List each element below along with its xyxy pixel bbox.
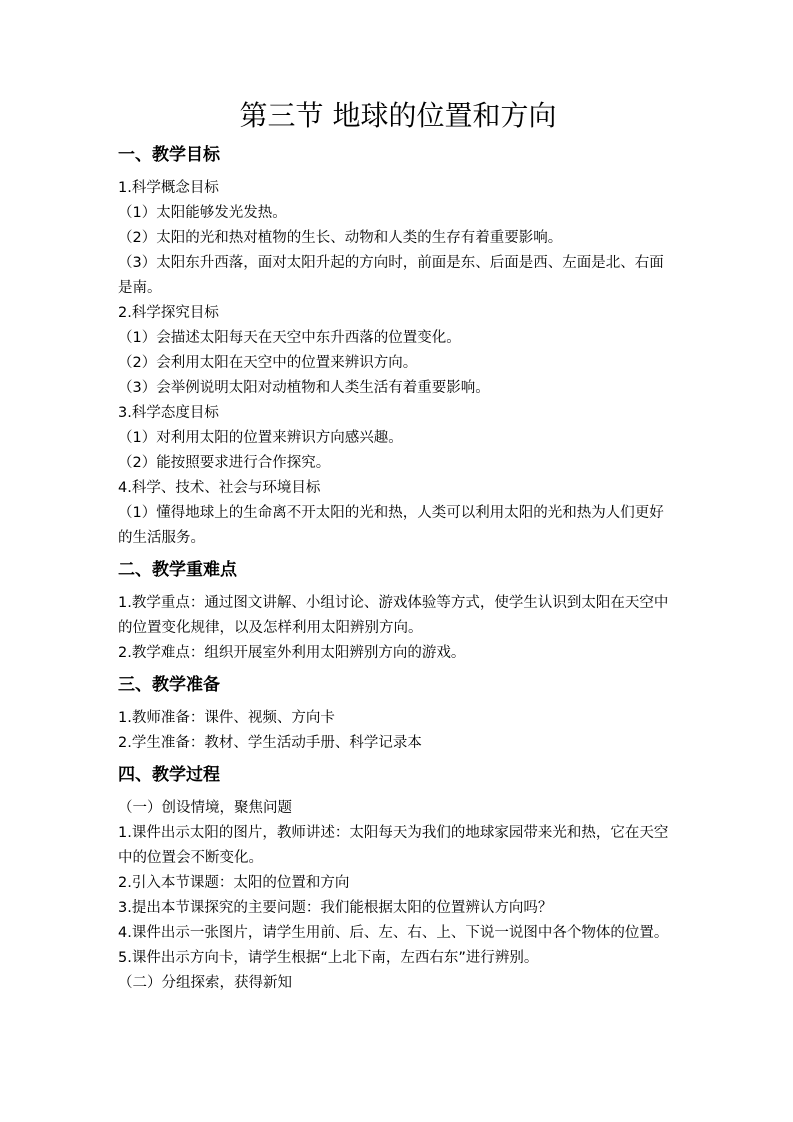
- paragraph: （2）太阳的光和热对植物的生长、动物和人类的生存有着重要影响。: [118, 230, 563, 246]
- page-title: 第三节 地球的位置和方向: [239, 99, 557, 132]
- paragraph: 1.教学重点：通过图文讲解、小组讨论、游戏体验等方式，使学生认识到太阳在天空中的位置变化规律，以及怎样利用太阳辨别方向。: [118, 595, 669, 636]
- paragraph: 1.教师准备：课件、视频、方向卡: [118, 710, 335, 726]
- paragraph: （3）会举例说明太阳对动植物和人类生活有着重要影响。: [118, 380, 490, 396]
- paragraph: 4.课件出示一张图片，请学生用前、后、左、右、上、下说一说图中各个物体的位置。: [118, 925, 669, 941]
- paragraph: 4.科学、技术、社会与环境目标: [118, 480, 321, 496]
- document-content: [118, 96, 678, 996]
- paragraph: （2）能按照要求进行合作探究。: [118, 455, 331, 471]
- paragraph: （3）太阳东升西落，面对太阳升起的方向时，前面是东、后面是西、左面是北、右面是南。: [118, 255, 664, 296]
- section-heading-goals: 一、教学目标: [118, 145, 220, 165]
- section-heading-preparation: 三、教学准备: [118, 675, 220, 695]
- paragraph: 1.科学概念目标: [118, 180, 219, 196]
- paragraph: （1）太阳能够发光发热。: [118, 205, 287, 221]
- paragraph: 3.科学态度目标: [118, 405, 219, 421]
- paragraph: （1）懂得地球上的生命离不开太阳的光和热，人类可以利用太阳的光和热为人们更好的生活服务。: [118, 505, 664, 546]
- paragraph: （1）对利用太阳的位置来辨识方向感兴趣。: [118, 430, 403, 446]
- paragraph: 1.课件出示太阳的图片，教师讲述：太阳每天为我们的地球家园带来光和热，它在天空中的位置会不断变化。: [118, 825, 669, 866]
- paragraph: 3.提出本节课探究的主要问题：我们能根据太阳的位置辨认方向吗？: [118, 900, 553, 916]
- paragraph: （2）会利用太阳在天空中的位置来辨识方向。: [118, 355, 418, 371]
- paragraph: 5.课件出示方向卡，请学生根据“上北下南，左西右东”进行辨别。: [118, 950, 539, 966]
- paragraph: 2.引入本节课题：太阳的位置和方向: [118, 875, 350, 891]
- paragraph: 2.学生准备：教材、学生活动手册、科学记录本: [118, 735, 422, 751]
- section-heading-key-points: 二、教学重难点: [118, 560, 237, 580]
- paragraph: （一）创设情境，聚焦问题: [118, 800, 292, 816]
- section-heading-process: 四、教学过程: [118, 765, 220, 785]
- paragraph: （1）会描述太阳每天在天空中东升西落的位置变化。: [118, 330, 461, 346]
- paragraph: 2.科学探究目标: [118, 305, 219, 321]
- paragraph: （二）分组探索，获得新知: [118, 975, 292, 991]
- paragraph: 2.教学难点：组织开展室外利用太阳辨别方向的游戏。: [118, 645, 466, 661]
